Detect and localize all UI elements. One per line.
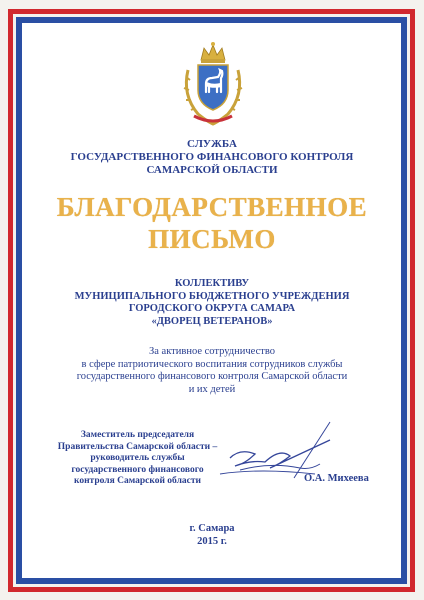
issuer-line: САМАРСКОЙ ОБЛАСТИ [146,164,278,176]
reason-line: государственного финансового контроля Самарской области [76,371,348,382]
reason-line: и их детей [188,383,236,395]
recipient [30,278,394,328]
handwritten-signature [210,418,340,498]
reason-line: в сфере патриотического воспитания сотрудников службы [81,358,343,370]
document-title-line-2: ПИСЬМО [148,224,276,254]
issuer-name [30,138,394,177]
city: г. Самара [189,523,235,534]
signer-line: руководитель службы [90,453,185,463]
year: 2015 г. [197,536,227,547]
samara-coat-of-arms-icon [180,40,246,126]
recipient-line: «ДВОРЕЦ ВЕТЕРАНОВ» [151,315,273,327]
recipient-line: КОЛЛЕКТИВУ [174,278,250,289]
document-title-line-1: БЛАГОДАРСТВЕННОЕ [56,192,368,222]
signer-position [45,430,230,488]
recipient-line: МУНИЦИПАЛЬНОГО БЮДЖЕТНОГО УЧРЕЖДЕНИЯ [74,290,350,302]
issuer-line: СЛУЖБА [187,138,237,150]
place-and-date [30,522,394,548]
gratitude-reason [30,346,394,396]
reason-line: За активное сотрудничество [149,346,275,357]
signer-name: О.А. Михеева [304,473,369,484]
signer-line: Правительства Самарской области – [57,441,218,452]
recipient-line: ГОРОДСКОГО ОКРУГА САМАРА [128,303,296,314]
signer-line: Заместитель председателя [80,430,195,440]
signer-line: государственного финансового [71,464,204,475]
issuer-line: ГОСУДАРСТВЕННОГО ФИНАНСОВОГО КОНТРОЛЯ [70,151,354,163]
signer-line: контроля Самарской области [73,476,202,486]
